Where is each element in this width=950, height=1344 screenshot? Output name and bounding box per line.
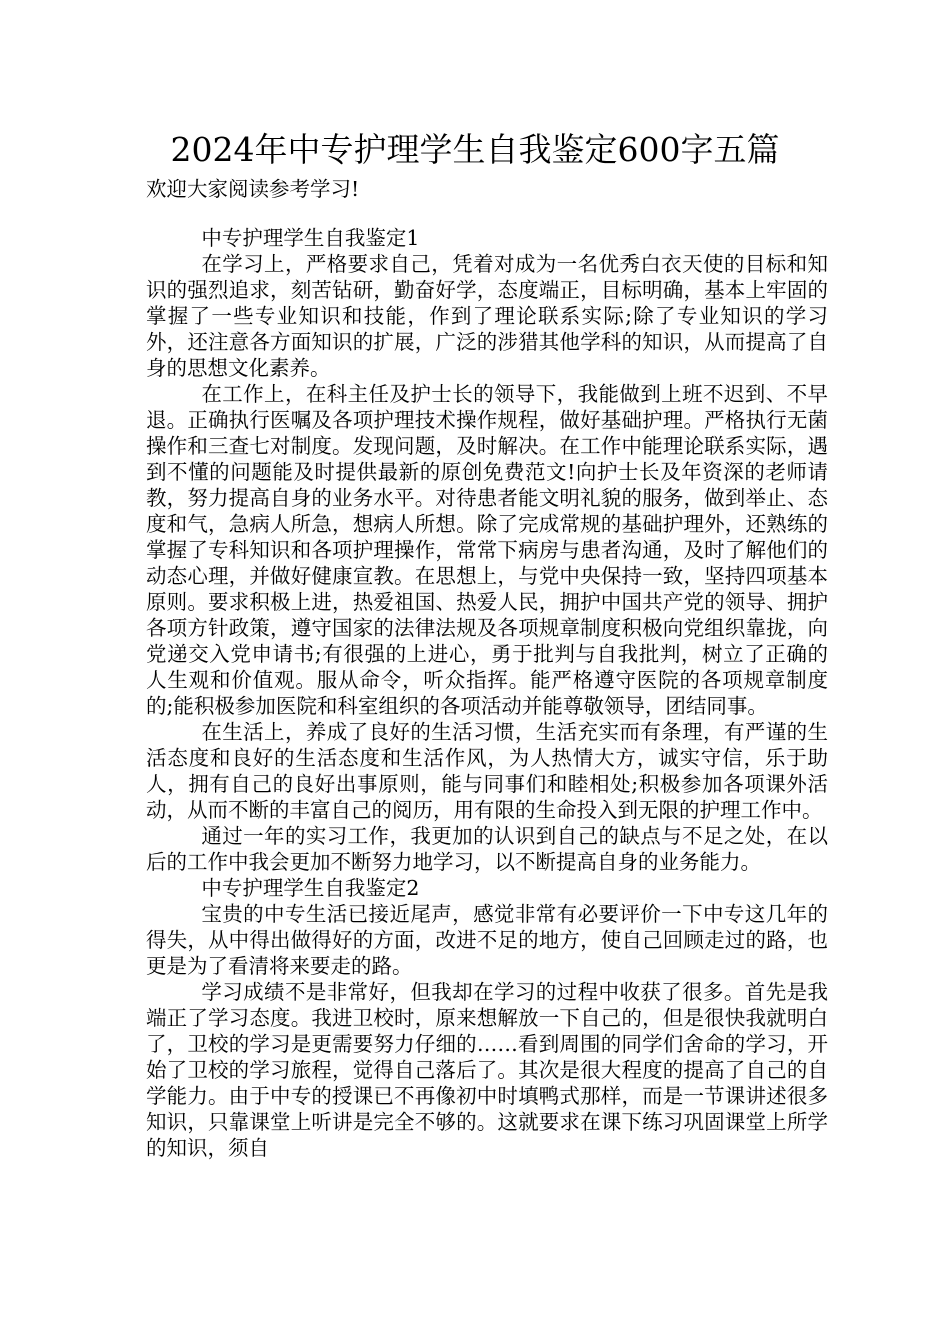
document-title: 2024年中专护理学生自我鉴定600字五篇 [170,130,780,169]
document-body [146,225,828,1161]
paragraph: 宝贵的中专生活已接近尾声，感觉非常有必要评价一下中专这几年的得失，从中得出做得好的方面，改进不足的地方，使自己回顾走过的路，也更是为了看清将来要走的路。 [146,902,828,978]
paragraph: 学习成绩不是非常好，但我却在学习的过程中收获了很多。首先是我端正了学习态度。我进卫校时，原来想解放一下自己的，但是很快我就明白了，卫校的学习是更需要努力仔细的……看到周围的同学们舍命的学习，开始了卫校的学习旅程，觉得自己落后了。其次是很大程度的提高了自己的自学能力。由于中专的授课已不再像初中时填鸭式那样，而是一节课讲述很多知识，只靠课堂上听讲是完全不够的。这就要求在课下练习巩固课堂上所学的知识，须自 [146,980,828,1160]
section-heading: 中专护理学生自我鉴定1 [201,226,420,250]
paragraph: 在生活上，养成了良好的生活习惯，生活充实而有条理，有严谨的生活态度和良好的生活态度和生活作风，为人热情大方，诚实守信，乐于助人，拥有自己的良好出事原则，能与同事们和睦相处;积极参加各项课外活动，从而不断的丰富自己的阅历，用有限的生命投入到无限的护理工作中。 [146,720,828,822]
section-heading: 中专护理学生自我鉴定2 [201,876,420,900]
paragraph: 在学习上，严格要求自己，凭着对成为一名优秀白衣天使的目标和知识的强烈追求，刻苦钻研，勤奋好学，态度端正，目标明确，基本上牢固的掌握了一些专业知识和技能，作到了理论联系实际;除了专业知识的学习外，还注意各方面知识的扩展，广泛的涉猎其他学科的知识，从而提高了自身的思想文化素养。 [146,252,828,380]
document-intro: 欢迎大家阅读参考学习! [146,177,360,201]
paragraph: 在工作上，在科主任及护士长的领导下，我能做到上班不迟到、不早退。正确执行医嘱及各项护理技术操作规程，做好基础护理。严格执行无菌操作和三查七对制度。发现问题，及时解决。在工作中能理论联系实际，遇到不懂的问题能及时提供最新的原创免费范文!向护士长及年资深的老师请教，努力提高自身的业务水平。对待患者能文明礼貌的服务，做到举止、态度和气，急病人所急，想病人所想。除了完成常规的基础护理外，还熟练的掌握了专科知识和各项护理操作，常常下病房与患者沟通，及时了解他们的动态心理，并做好健康宣教。在思想上，与党中央保持一致，坚持四项基本原则。要求积极上进，热爱祖国、热爱人民，拥护中国共产党的领导、拥护各项方针政策，遵守国家的法律法规及各项规章制度积极向党组织靠拢，向党递交入党申请书;有很强的上进心，勇于批判与自我批判，树立了正确的人生观和价值观。服从命令，听众指挥。能严格遵守医院的各项规章制度的;能积极参加医院和科室组织的各项活动并能尊敬领导，团结同事。 [146,382,828,718]
paragraph: 通过一年的实习工作，我更加的认识到自己的缺点与不足之处，在以后的工作中我会更加不断努力地学习，以不断提高自身的业务能力。 [146,824,828,874]
